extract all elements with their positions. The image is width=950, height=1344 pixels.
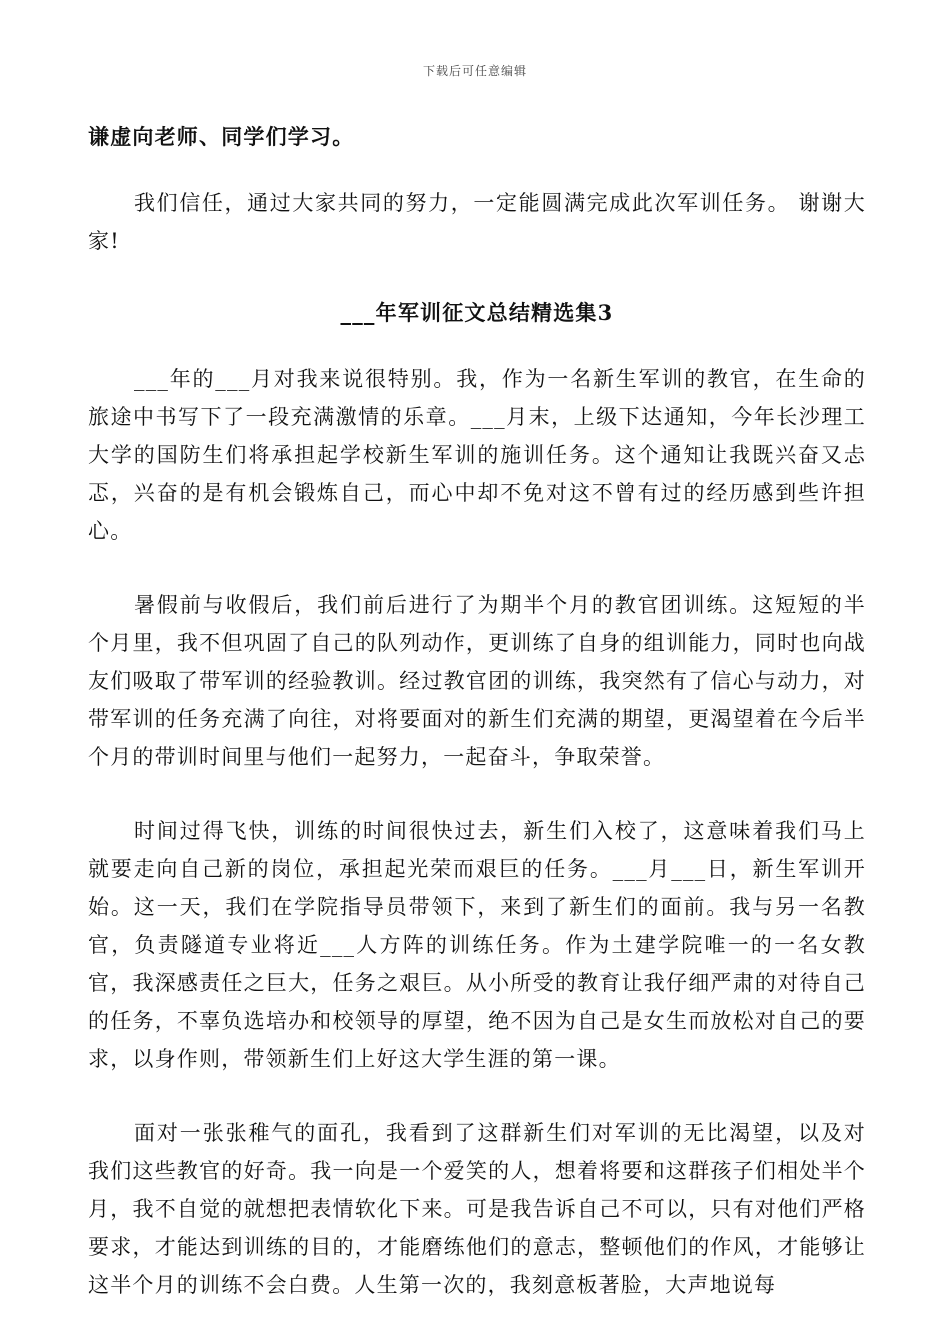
paragraph-closing-line: 谦虚向老师、同学们学习。 <box>88 124 355 149</box>
paragraph-start: 时间过得飞快，训练的时间很快过去，新生们入校了，这意味着我们马上就要走向自己新的岗位，承担起光荣而艰巨的任务。___月___日，新生军训开始。这一天，我们在学院指导员带领下，来到了新生们的面前。我与另一名教官，负责隧道专业将近___人方阵的训练任务。作为土建学院唯一的一名女教官，我深感责任之巨大，任务之艰巨。从小所受的教育让我仔细严肃的对待自己的任务，不辜负选培办和校领导的厚望，绝不因为自己是女生而放松对自己的要求，以身作则，带领新生们上好这大学生涯的第一课。 <box>88 819 866 1071</box>
document-body <box>88 118 866 1304</box>
paragraph-thanks: 我们信任，通过大家共同的努力，一定能圆满完成此次军训任务。 谢谢大家! <box>88 191 866 253</box>
paragraph-training: 暑假前与收假后，我们前后进行了为期半个月的教官团训练。这短短的半个月里，我不但巩固了自己的队列动作，更训练了自身的组训能力，同时也向战友们吸取了带军训的经验教训。经过教官团的训练，我突然有了信心与动力，对带军训的任务充满了向往，对将要面对的新生们充满的期望，更渴望着在今后半个月的带训时间里与他们一起努力，一起奋斗，争取荣誉。 <box>88 593 866 769</box>
section-title: ___年军训征文总结精选集3 <box>340 300 614 325</box>
paragraph-faces: 面对一张张稚气的面孔，我看到了这群新生们对军训的无比渴望，以及对我们这些教官的好奇。我一向是一个爱笑的人，想着将要和这群孩子们相处半个月，我不自觉的就想把表情软化下来。可是我告诉自己不可以，只有对他们严格要求，才能达到训练的目的，才能磨练他们的意志，整顿他们的作风，才能够让这半个月的训练不会白费。人生第一次的，我刻意板著脸，大声地说每 <box>88 1121 866 1297</box>
paragraph-intro: ___年的___月对我来说很特别。我，作为一名新生军训的教官，在生命的旅途中书写下了一段充满激情的乐章。___月末，上级下达通知，今年长沙理工大学的国防生们将承担起学校新生军训的施训任务。这个通知让我既兴奋又忐忑，兴奋的是有机会锻炼自己，而心中却不免对这不曾有过的经历感到些许担心。 <box>88 367 866 543</box>
page-header: 下载后可任意编辑 <box>422 64 527 78</box>
